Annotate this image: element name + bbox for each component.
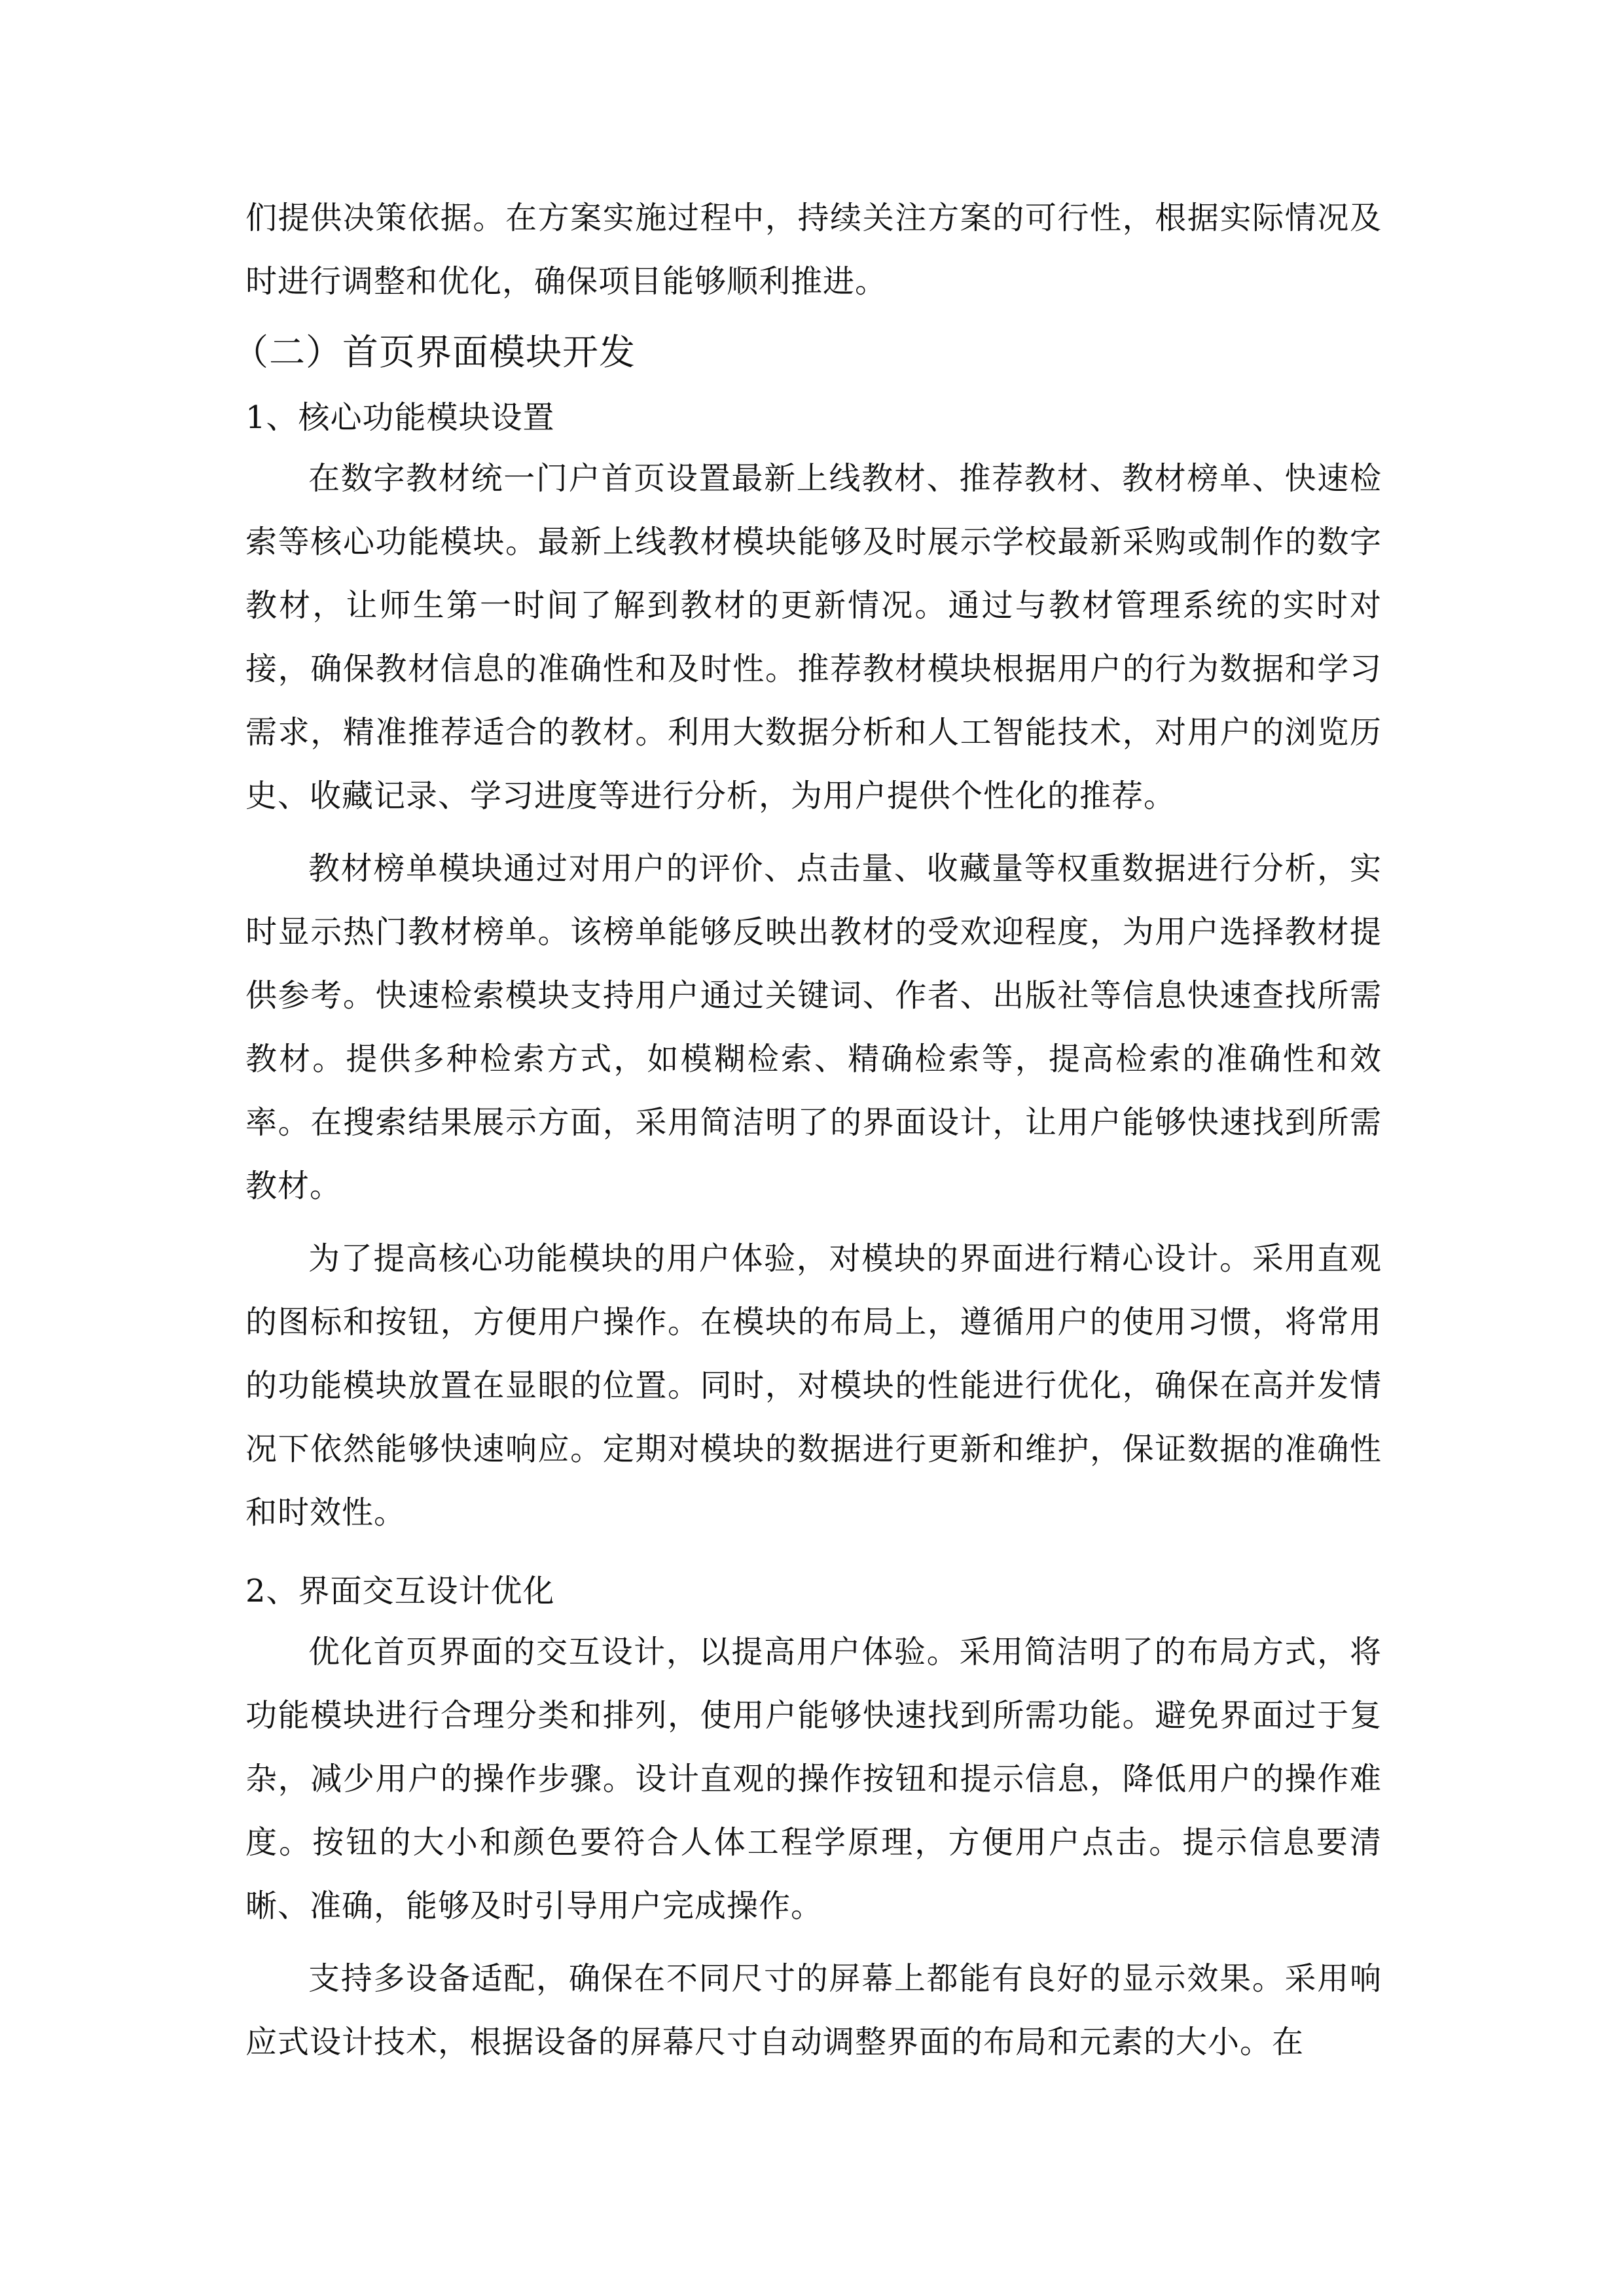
paragraph-user-experience: 为了提高核心功能模块的用户体验，对模块的界面进行精心设计。采用直观的图标和按钮，方便用户操作。在模块的布局上，遵循用户的使用习惯，将常用的功能模块放置在显眼的位置。同时，对模块的性能进行优化，确保在高并发情况下依然能够快速响应。定期对模块的数据进行更新和维护，保证数据的准确性和时效性。	[245, 1240, 1382, 1531]
subsection-heading-core-modules: 1、核心功能模块设置	[245, 399, 555, 436]
section-heading-homepage-module: （二）首页界面模块开发	[232, 331, 636, 373]
paragraph-multi-device: 支持多设备适配，确保在不同尺寸的屏幕上都能有良好的显示效果。采用响应式设计技术，根据设备的屏幕尺寸自动调整界面的布局和元素的大小。在	[245, 1960, 1382, 2060]
paragraph-interaction-design: 优化首页界面的交互设计，以提高用户体验。采用简洁明了的布局方式，将功能模块进行合理分类和排列，使用户能够快速找到所需功能。避免界面过于复杂，减少用户的操作步骤。设计直观的操作按钮和提示信息，降低用户的操作难度。按钮的大小和颜色要符合人体工程学原理，方便用户点击。提示信息要清晰、准确，能够及时引导用户完成操作。	[245, 1634, 1382, 1924]
subsection-heading-interaction-design: 2、界面交互设计优化	[245, 1573, 555, 1609]
paragraph-core-modules: 在数字教材统一门户首页设置最新上线教材、推荐教材、教材榜单、快速检索等核心功能模块。最新上线教材模块能够及时展示学校最新采购或制作的数字教材，让师生第一时间了解到教材的更新情况。通过与教材管理系统的实时对接，确保教材信息的准确性和及时性。推荐教材模块根据用户的行为数据和学习需求，精准推荐适合的教材。利用大数据分析和人工智能技术，对用户的浏览历史、收藏记录、学习进度等进行分析，为用户提供个性化的推荐。	[245, 460, 1382, 814]
paragraph-continuation: 们提供决策依据。在方案实施过程中，持续关注方案的可行性，根据实际情况及时进行调整和优化，确保项目能够顺利推进。	[245, 200, 1382, 300]
paragraph-ranking-search: 教材榜单模块通过对用户的评价、点击量、收藏量等权重数据进行分析，实时显示热门教材榜单。该榜单能够反映出教材的受欢迎程度，为用户选择教材提供参考。快速检索模块支持用户通过关键词、作者、出版社等信息快速查找所需教材。提供多种检索方式，如模糊检索、精确检索等，提高检索的准确性和效率。在搜索结果展示方面，采用简洁明了的界面设计，让用户能够快速找到所需教材。	[245, 850, 1382, 1204]
document-page	[232, 187, 1382, 2074]
